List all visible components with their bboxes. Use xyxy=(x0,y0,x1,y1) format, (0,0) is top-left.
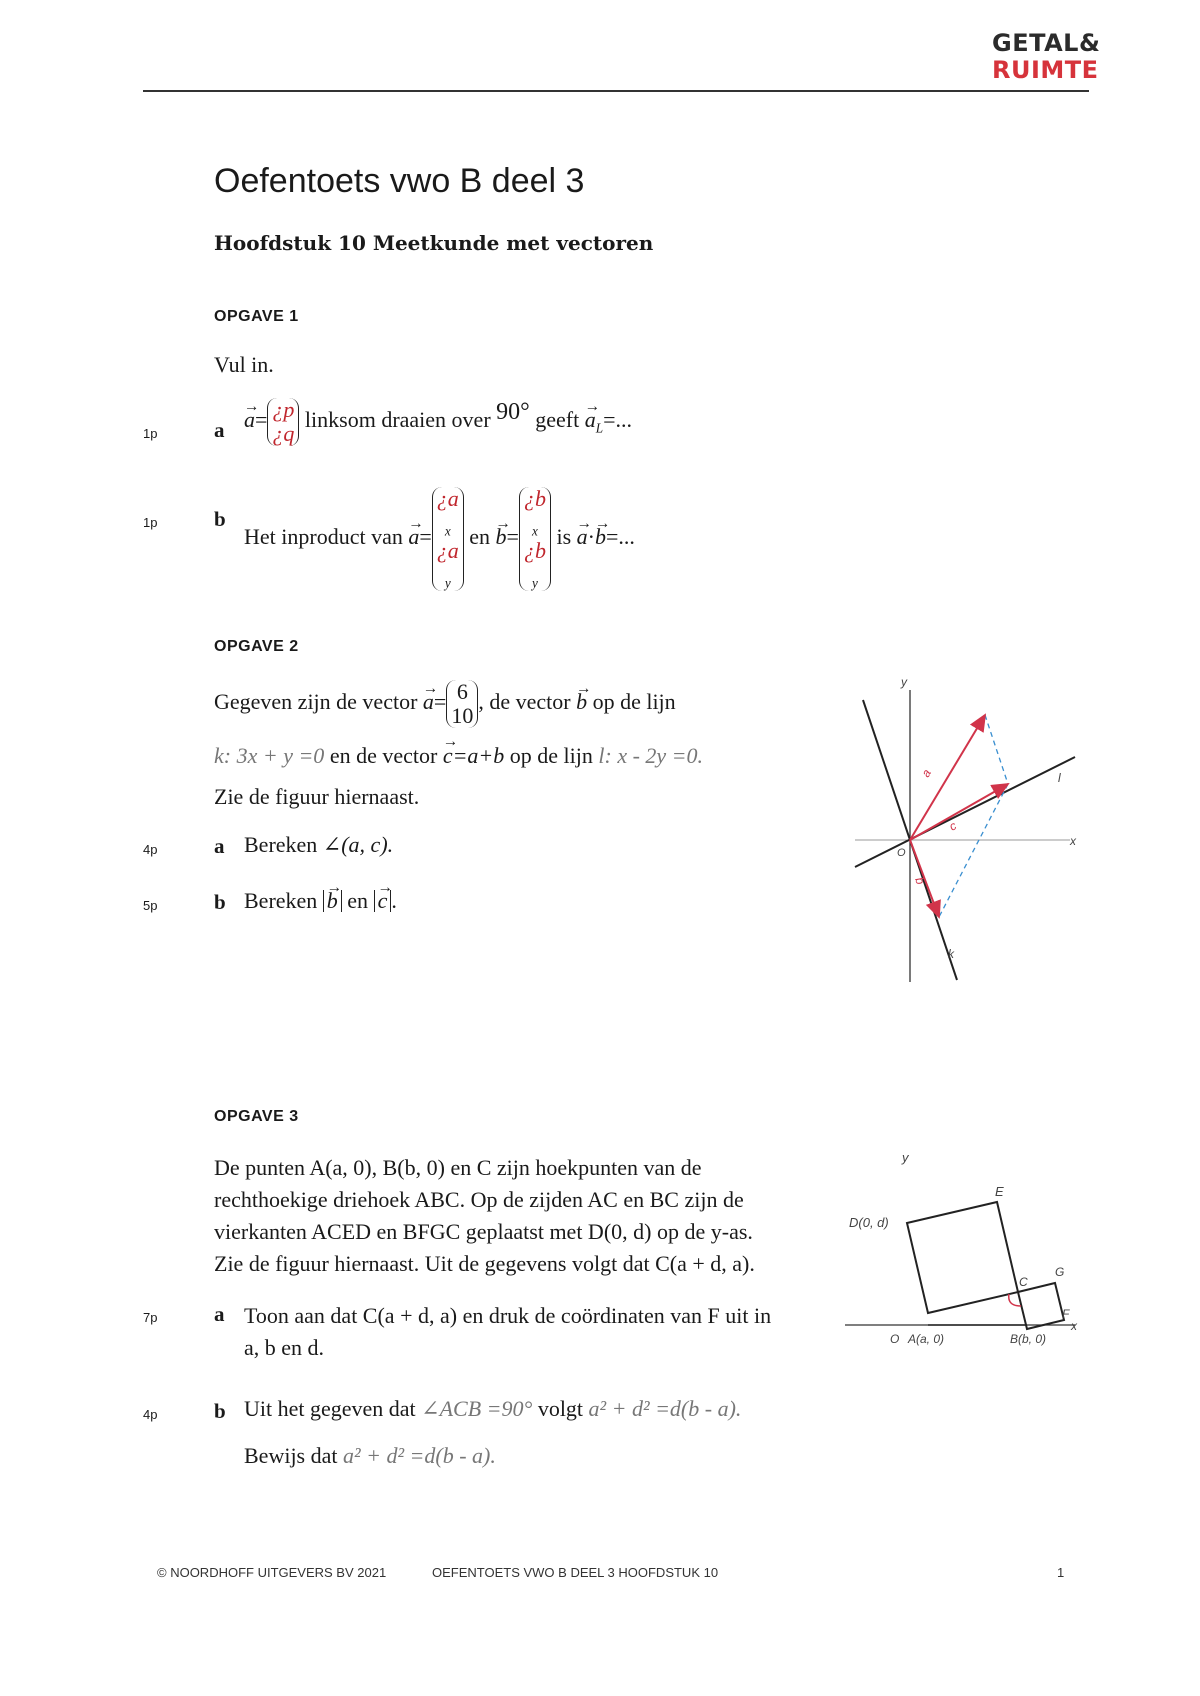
vector-a: → a xyxy=(244,407,255,433)
publisher-logo xyxy=(992,30,1112,84)
logo-line-1: GETAL& xyxy=(992,29,1101,57)
square-aced xyxy=(907,1202,1018,1313)
opgave-3b-points: 4p xyxy=(143,1407,158,1422)
label-k: k xyxy=(948,947,954,961)
angle-90: 90° xyxy=(496,399,530,426)
chapter-title: Hoofdstuk 10 Meetkunde met vectoren xyxy=(214,231,654,255)
column-vector-a: ¿a $_x$ ¿a $_y$ xyxy=(432,487,464,591)
opgave-2-line-2: k: 3x + y =0 en de vector → c=a+b op de lijn l: x - 2y =0. xyxy=(214,743,703,769)
opgave-2b-label: b xyxy=(214,890,226,914)
opgave-1-heading: OPGAVE 1 xyxy=(214,308,299,325)
opgave-3-heading: OPGAVE 3 xyxy=(214,1108,299,1125)
opgave-3a-statement: Toon aan dat C(a + d, a) en druk de coördinaten van F uit in a, b en d. xyxy=(244,1303,772,1360)
equation-line-l: l: x - 2y =0. xyxy=(598,743,704,768)
footer-doc-title: OEFENTOETS VWO B DEEL 3 HOOFDSTUK 10 xyxy=(432,1565,719,1580)
opgave-2-line-1: Gegeven zijn de vector → a= 6 10 , de vector → b op de lijn xyxy=(214,680,676,728)
label-origin: O xyxy=(897,847,906,859)
label-D: D(0, d) xyxy=(849,1215,889,1230)
opgave-2-line-3: Zie de figuur hiernaast. xyxy=(214,784,420,809)
dashed-a-to-c xyxy=(985,715,1008,784)
opgave-3-line-2: rechthoekige driehoek ABC. Op de zijden AC en BC zijn de xyxy=(214,1187,744,1212)
opgave-1-intro: Vul in. xyxy=(214,352,274,377)
label-G: G xyxy=(1055,1265,1065,1279)
opgave-3a-label: a xyxy=(214,1302,225,1326)
equation-line-k: k: 3x + y =0 xyxy=(214,743,325,768)
label-x: x xyxy=(1071,1319,1077,1333)
norm-c: → c xyxy=(374,890,392,912)
opgave-2a-statement: Bereken ∠(a, c). xyxy=(244,832,394,857)
opgave-1b-label: b xyxy=(214,507,226,531)
opgave-3b-line-2: Bewijs dat a² + d² =d(b - a). xyxy=(244,1443,496,1468)
column-vector: ¿p ¿q xyxy=(267,398,299,446)
opgave-1b-points: 1p xyxy=(143,515,158,530)
label-O: O xyxy=(890,1332,900,1346)
page-title: Oefentoets vwo B deel 3 xyxy=(214,162,585,200)
opgave-1a-statement: → a= ¿p ¿q linksom draaien over 90° geeft → $a_L=$... xyxy=(244,398,632,446)
label-B: B(b, 0) xyxy=(1010,1332,1047,1346)
opgave-2a-points: 4p xyxy=(143,842,158,857)
opgave-3-intro xyxy=(214,1152,755,1280)
opgave-3-line-4: Zie de figuur hiernaast. Uit de gegevens volgt dat C(a + d, a). xyxy=(214,1251,755,1276)
label-y: y xyxy=(902,1150,909,1165)
column-vector-a: 6 10 xyxy=(446,680,478,728)
figure-vectors xyxy=(845,670,1085,988)
opgave-3b-line-1: Uit het gegeven dat ∠ACB =90° volgt a² + d² =d(b - a). xyxy=(244,1396,742,1421)
right-angle-condition: ∠ACB =90° xyxy=(421,1396,533,1421)
square-bfgc xyxy=(1018,1283,1064,1329)
label-C: C xyxy=(1019,1275,1028,1289)
opgave-2b-statement: Bereken → b en → c . xyxy=(244,888,397,914)
label-y: y xyxy=(901,675,907,689)
opgave-3-line-1: De punten A(a, 0), B(b, 0) en C zijn hoekpunten van de xyxy=(214,1155,702,1180)
opgave-3-line-3: vierkanten ACED en BFGC geplaatst met D(0, d) op de y-as. xyxy=(214,1219,753,1244)
label-l: l xyxy=(1058,771,1061,785)
footer-page-number: 1 xyxy=(1057,1565,1065,1580)
opgave-3b-label: b xyxy=(214,1399,226,1423)
opgave-1a-label: a xyxy=(214,418,225,442)
label-vec-c: c xyxy=(946,818,959,834)
equation-to-prove: a² + d² =d(b - a). xyxy=(343,1443,496,1468)
label-F: F xyxy=(1062,1307,1070,1321)
opgave-1a-points: 1p xyxy=(143,426,158,441)
column-vector-b: ¿b $_x$ ¿b $_y$ xyxy=(519,487,551,591)
opgave-2a-label: a xyxy=(214,834,225,858)
header-rule xyxy=(143,90,1089,92)
equation: a² + d² =d(b - a). xyxy=(588,1396,742,1421)
figure-squares xyxy=(845,1140,1085,1352)
opgave-3a-points: 7p xyxy=(143,1310,158,1325)
label-E: E xyxy=(995,1184,1004,1199)
logo-line-2: RUIMTE xyxy=(992,56,1099,84)
angle-expression: ∠(a, c). xyxy=(322,832,394,857)
footer-copyright: © NOORDHOFF UITGEVERS BV 2021 xyxy=(157,1565,387,1580)
opgave-2-heading: OPGAVE 2 xyxy=(214,638,299,655)
label-x: x xyxy=(1070,834,1076,848)
opgave-2b-points: 5p xyxy=(143,898,158,913)
opgave-1b-statement: Het inproduct van → a= ¿a $_x$ ¿a $_y$ en → b= ¿b $_x$ ¿b $_y$ is → a·→ b=... xyxy=(244,487,635,591)
label-vec-a: a xyxy=(918,766,934,780)
norm-b: → b xyxy=(323,890,342,912)
label-A: A(a, 0) xyxy=(908,1332,945,1346)
label-vec-b: b xyxy=(912,875,928,887)
